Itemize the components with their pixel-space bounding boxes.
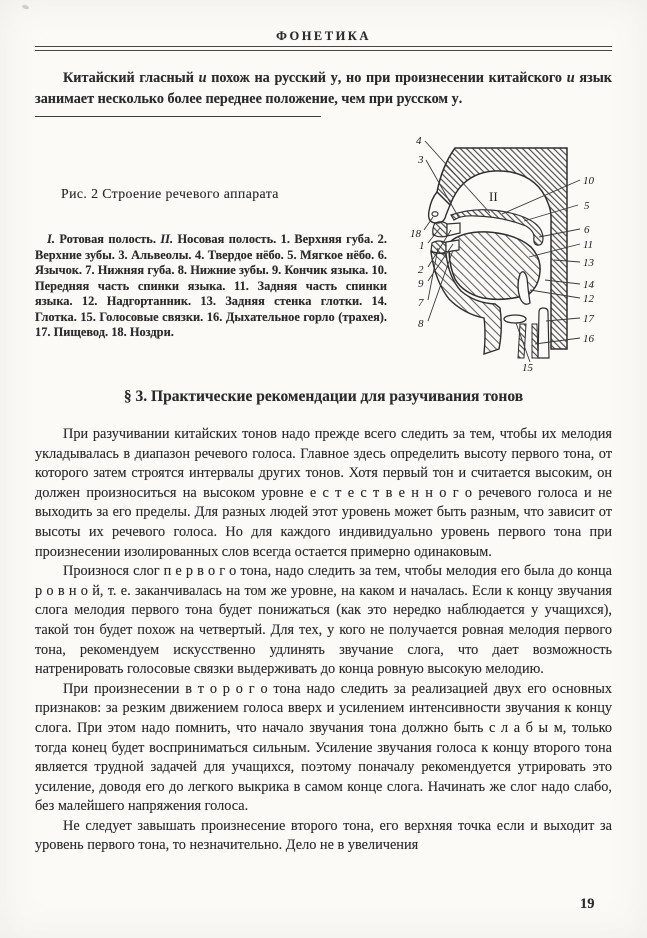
body-paragraph-4: Не следует завышать произнесение второго тона, его верхняя точка если и выходит за уровень первого тона, то незначительно. Дело не в увеличения: [35, 817, 612, 854]
figure-label-11: 11: [583, 239, 594, 251]
figure-caption: Рис. 2 Строение речевого аппарата: [61, 186, 279, 201]
vocal-cords-shape: [504, 315, 526, 323]
figure-label-5: 5: [584, 200, 590, 212]
page-number: 19: [580, 896, 595, 912]
lower-lip-shape: [431, 241, 446, 253]
figure-label-16: 16: [583, 333, 594, 345]
nasal-cavity-label: II: [489, 189, 498, 204]
figure-label-13: 13: [583, 257, 594, 269]
figure-label-6: 6: [584, 224, 590, 236]
figure-label-17: 17: [583, 313, 594, 325]
figure-label-8: 8: [418, 318, 424, 330]
figure-label-4: 4: [416, 135, 422, 147]
divider-rule: [35, 116, 321, 117]
figure-label-9: 9: [418, 278, 424, 290]
speech-apparatus-diagram: [402, 118, 645, 376]
intro-paragraph: Китайский гласный и похож на русский у, но при произнесении китайского и язык занимает несколько более переднее положение, чем при русском у.: [35, 70, 612, 107]
body-text: [35, 425, 612, 856]
scan-artifact: [22, 4, 30, 10]
figure-legend: I. Ротовая полость. II. Носовая полость. 1. Верхняя губа. 2. Верхние зубы. 3. Альвеолы. 4. Твердое нёбо. 5. Мягкое нёбо. 6. Язычок. 7. Нижняя губа. 8. Нижние зубы. 9. Кончик языка. 10. Передняя часть спинки языка. 11. Задняя часть спинки языка. 12. Надгортанник. 13. Задняя стенка глотки. 14. Глотка. 15. Голосовые связки. 16. Дыхательное горло (трахея). 17. Пищевод. 18. Ноздри.: [35, 232, 387, 339]
running-head: ФОНЕТИКА: [276, 29, 371, 43]
figure-label-10: 10: [583, 175, 594, 187]
figure-label-12: 12: [583, 293, 594, 305]
figure-label-2: 2: [418, 264, 424, 276]
header-rule: [35, 46, 612, 51]
figure-label-7: 7: [418, 297, 424, 309]
trachea-shape-2: [532, 324, 538, 358]
esophagus-shape: [538, 308, 549, 358]
figure-label-1: 1: [419, 240, 425, 252]
section-heading: § 3. Практические рекомендации для разучивания тонов: [123, 388, 524, 405]
figure-label-18: 18: [410, 228, 421, 240]
body-paragraph-2: Произнося слог п е р в о г о тона, надо следить за тем, чтобы мелодия его была до конца р о в н о й, т. е. заканчивалась на том же уровне, на каком и началась. Если к концу звучания слога мелодия первого тона будет понижаться (как это нередко наблюдается у учащихся), такой тон будет похож на четвертый. Для тех, у кого не получается ровная мелодия первого тона, рекомендуем искусственно удлинять звучание слога, что дает возможность натренировать голосовые связки выдерживать до конца ровную высокую мелодию.: [35, 563, 612, 678]
figure-label-3: 3: [418, 154, 424, 166]
figure-label-14: 14: [583, 279, 594, 291]
body-paragraph-3: При произнесении в т о р о г о тона надо следить за реализацией двух его основных признаков: за резким движением голоса вверх и усилением интенсивности звучания к концу слога. При этом надо помнить, что начало звучания тона должно быть с л а б ы м, только тогда конец будет восприниматься сильным. Усиление звучания голоса к концу второго тона является трудной задачей для учащихся, поэтому поначалу рекомендуется утрировать это усиление, доводя его до легкого выкрика в самом конце слога. Начинать же слог надо слабо, без малейшего напряжения голоса.: [35, 680, 612, 815]
nostril-shape: [432, 212, 438, 217]
figure-label-15: 15: [522, 362, 533, 374]
body-paragraph-1: При разучивании китайских тонов надо прежде всего следить за тем, чтобы их мелодия укладывалась в диапазон речевого голоса. Главное здесь определить высоту первого тона, от которого затем строятся интервалы других тонов. Хотя первый тон и считается высоким, он должен произноситься на высоком уровне е с т е с т в е н н о г о речевого голоса и не выходить за его пределы. Для разных людей этот уровень может быть разным, что зависит от высоты их речевого голоса. Но для каждого индивидуально уровень первого тона при произнесении изолированных слов всегда остается примерно одинаковым.: [35, 426, 612, 560]
